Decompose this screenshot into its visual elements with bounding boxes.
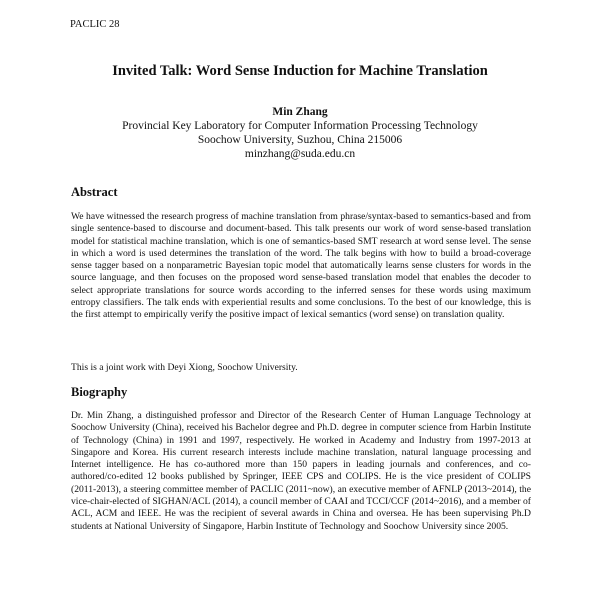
abstract-heading: Abstract [71, 185, 118, 199]
abstract-body: We have witnessed the research progress of machine translation from phrase/syntax-based to semantics-based and from single sentence-based to discourse and document-based. This talk presents our work of word sense-based translation model for statistical machine translation, which is one of semantics-based SMT research at word sense level. The sense in which a word is used determines the translation of the word. The talk begins with how to build a broad-coverage sense tagger based on a nonparametric Bayesian topic model that automatically learns sense clusters for words in the source language, and then focuses on the proposed word sense-based translation model that enables the decoder to select appropriate translations for source words according to the inferred senses for these words using maximum entropy classifiers. The talk ends with experiential results and some conclusions. To the best of our knowledge, this is the first attempt to empirically verify the positive impact of lexical semantics (word sense) on translation quality. [71, 211, 531, 321]
author-name: Min Zhang [272, 106, 328, 118]
biography-body: Dr. Min Zhang, a distinguished professor and Director of the Research Center of Human Language Technology at Soochow University (China), received his Bachelor degree and Ph.D. degree in computer science from Harbin Institute of Technology (China) in 1991 and 1997, respectively. He worked in Academy and Industry from 1997-2013 at Singapore and Korea. His current research interests include machine translation, natural language processing and Internet intelligence. He has co-authored more than 150 papers in leading journals and conferences, and co-authored/co-edited 12 books published by Springer, IEEE CPS and COLIPS. He is the vice president of COLIPS (2011-2013), a steering committee member of PACLIC (2011~now), an executive member of AFNLP (2013~2014), the vice-chair-elected of SIGHAN/ACL (2014), a council member of CAAI and TCCI/CCF (2014~2016), and a member of ACL, ACM and IEEE. He was the recipient of several awards in China and oversea. He has been supervising Ph.D students at National University of Singapore, Harbin Institute of Technology and Soochow University since 2005. [71, 410, 531, 532]
author-affiliation: Provincial Key Laboratory for Computer Information Processing Technology [122, 120, 478, 132]
abstract-note: This is a joint work with Deyi Xiong, Soochow University. [71, 362, 298, 373]
author-block [0, 105, 600, 161]
conference-header: PACLIC 28 [70, 19, 120, 30]
biography-heading: Biography [71, 385, 128, 399]
author-address: Soochow University, Suzhou, China 215006 [197, 134, 403, 146]
paper-title: Invited Talk: Word Sense Induction for Machine Translation [112, 63, 488, 79]
author-email: minzhang@suda.edu.cn [244, 148, 356, 160]
